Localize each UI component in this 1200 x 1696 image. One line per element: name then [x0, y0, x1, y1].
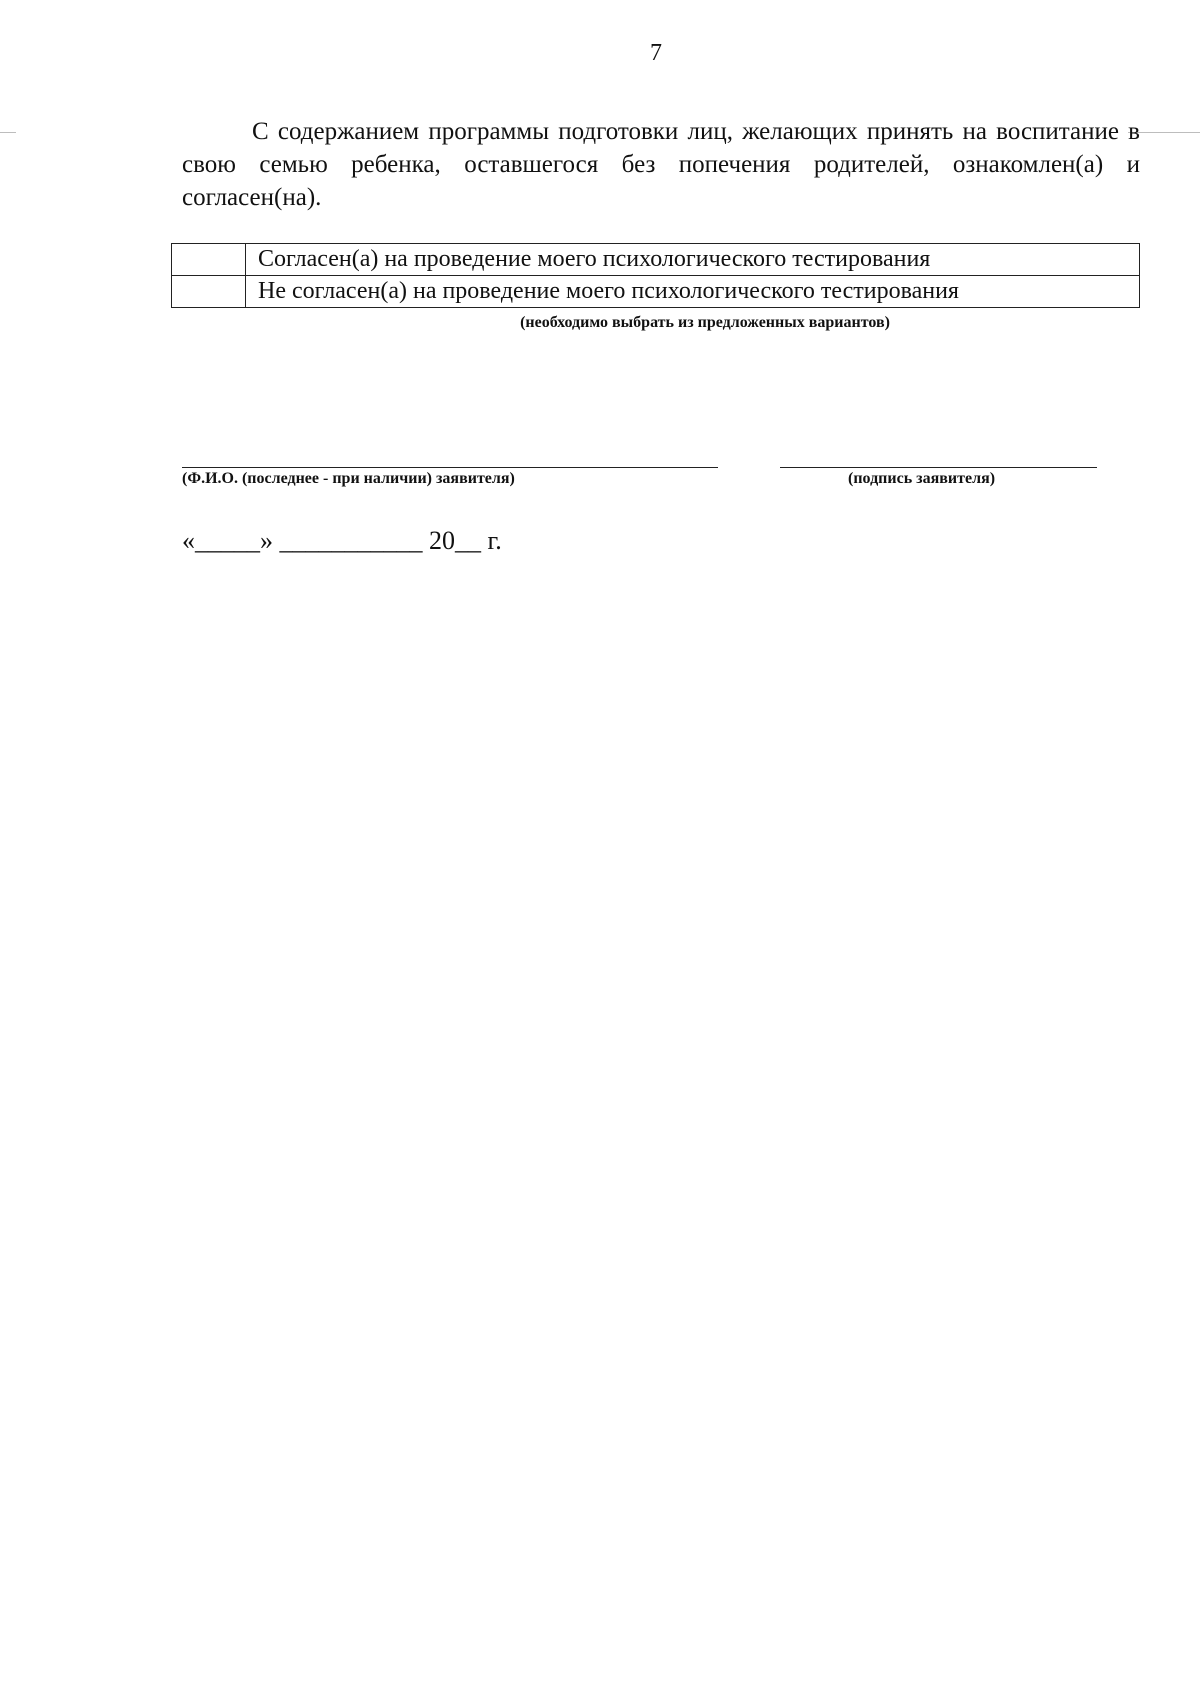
- consent-disagree-checkbox[interactable]: [172, 276, 246, 308]
- consent-note: (необходимо выбрать из предложенных вариантов): [520, 314, 890, 331]
- page-number: 7: [650, 40, 662, 66]
- signature-line[interactable]: [780, 467, 1097, 468]
- consent-options-table: [171, 243, 1140, 308]
- signature-caption: (подпись заявителя): [848, 470, 996, 487]
- scan-edge-mark-left: [0, 132, 16, 133]
- fio-signature-line[interactable]: [182, 467, 718, 468]
- consent-agree-checkbox[interactable]: [172, 244, 246, 276]
- date-row[interactable]: «_____» ___________ 20__ г.: [182, 526, 502, 555]
- consent-option-agree: [172, 244, 1140, 276]
- consent-agree-label: Согласен(а) на проведение моего психологического тестирования: [246, 244, 1140, 276]
- consent-option-disagree: [172, 276, 1140, 308]
- consent-disagree-label: Не согласен(а) на проведение моего психологического тестирования: [246, 276, 1140, 308]
- fio-caption: (Ф.И.О. (последнее - при наличии) заявителя): [182, 470, 515, 487]
- intro-paragraph: С содержанием программы подготовки лиц, желающих принять на воспитание в свою семью ребенка, оставшегося без попечения родителей, ознакомлен(а) и согласен(на).: [182, 118, 1140, 211]
